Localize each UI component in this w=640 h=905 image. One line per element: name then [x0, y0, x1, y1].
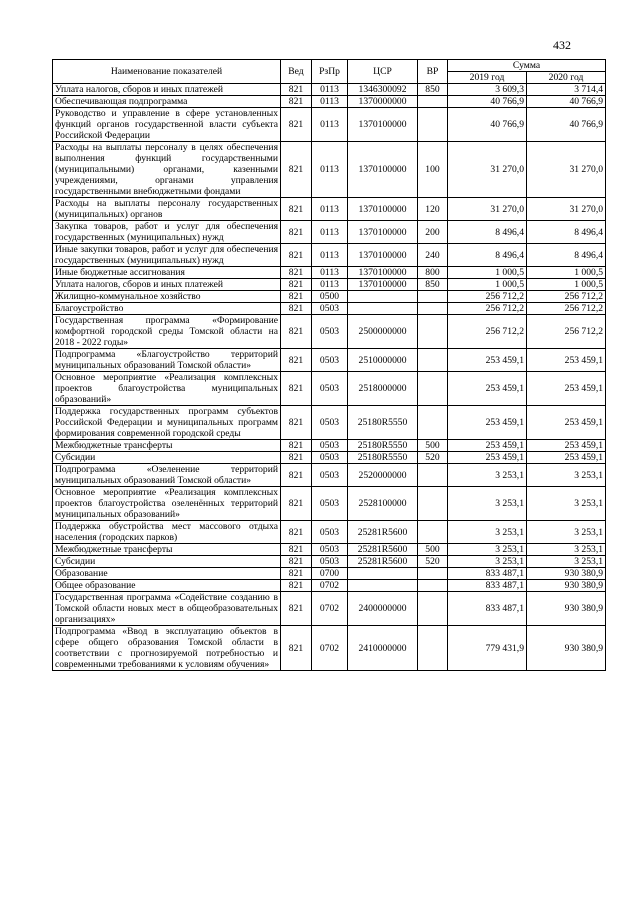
row-name: Поддержка обустройства мест массового отдыха населения (городских парков) [53, 521, 281, 544]
row-vr: 800 [418, 267, 448, 279]
row-ved: 821 [281, 592, 312, 626]
table-row [53, 108, 606, 142]
table-row [53, 580, 606, 592]
table-row [53, 198, 606, 221]
row-name: Подпрограмма «Благоустройство территорий муниципальных образований Томской области» [53, 349, 281, 372]
row-sum-2020: 8 496,4 [527, 221, 606, 244]
row-sum-2020: 256 712,2 [527, 315, 606, 349]
row-vr: 120 [418, 198, 448, 221]
row-rzpr: 0113 [312, 96, 348, 108]
row-name: Расходы на выплаты персоналу государственных (муниципальных) органов [53, 198, 281, 221]
row-name: Руководство и управление в сфере установленных функций органов государственной власти субъекта Российской Федерации [53, 108, 281, 142]
row-sum-2019: 1 000,5 [448, 267, 527, 279]
row-rzpr: 0113 [312, 267, 348, 279]
row-sum-2019: 253 459,1 [448, 372, 527, 406]
row-vr: 520 [418, 452, 448, 464]
row-csr: 2500000000 [348, 315, 418, 349]
row-csr: 25180R5550 [348, 452, 418, 464]
row-vr [418, 568, 448, 580]
row-vr [418, 291, 448, 303]
row-sum-2020: 253 459,1 [527, 406, 606, 440]
row-name: Закупка товаров, работ и услуг для обеспечения государственных (муниципальных) нужд [53, 221, 281, 244]
row-rzpr: 0503 [312, 372, 348, 406]
row-csr: 2520000000 [348, 464, 418, 487]
row-sum-2020: 253 459,1 [527, 440, 606, 452]
row-ved: 821 [281, 521, 312, 544]
header-year-2020: 2020 год [527, 72, 606, 84]
row-rzpr: 0113 [312, 279, 348, 291]
row-name: Поддержка государственных программ субъектов Российской Федерации и муниципальных программ формирования современной городской среды [53, 406, 281, 440]
row-vr [418, 96, 448, 108]
row-sum-2020: 256 712,2 [527, 303, 606, 315]
row-name: Расходы на выплаты персоналу в целях обеспечения выполнения функций государственными (муниципальными) органами, казенными учреждениями, органами управления государственными внебюджетными фондами [53, 142, 281, 198]
row-sum-2020: 8 496,4 [527, 244, 606, 267]
row-sum-2020: 3 714,4 [527, 84, 606, 96]
header-rzpr: РзПр [312, 60, 348, 84]
table-row [53, 556, 606, 568]
row-ved: 821 [281, 556, 312, 568]
row-rzpr: 0503 [312, 315, 348, 349]
row-sum-2019: 256 712,2 [448, 315, 527, 349]
row-sum-2019: 3 253,1 [448, 544, 527, 556]
row-rzpr: 0503 [312, 452, 348, 464]
row-rzpr: 0503 [312, 303, 348, 315]
table-row [53, 349, 606, 372]
row-vr [418, 626, 448, 671]
row-csr: 1370100000 [348, 267, 418, 279]
row-csr: 1370100000 [348, 198, 418, 221]
row-rzpr: 0113 [312, 108, 348, 142]
row-rzpr: 0113 [312, 221, 348, 244]
table-body [53, 84, 606, 671]
row-vr [418, 303, 448, 315]
row-rzpr: 0702 [312, 592, 348, 626]
header-name: Наименование показателей [53, 60, 281, 84]
table-row [53, 267, 606, 279]
row-sum-2019: 253 459,1 [448, 406, 527, 440]
row-vr [418, 406, 448, 440]
row-sum-2019: 779 431,9 [448, 626, 527, 671]
row-name: Общее образование [53, 580, 281, 592]
row-sum-2020: 3 253,1 [527, 544, 606, 556]
row-sum-2020: 3 253,1 [527, 521, 606, 544]
row-vr [418, 487, 448, 521]
table-row [53, 221, 606, 244]
row-ved: 821 [281, 198, 312, 221]
row-sum-2020: 40 766,9 [527, 96, 606, 108]
row-csr: 1370100000 [348, 279, 418, 291]
row-ved: 821 [281, 464, 312, 487]
table-row [53, 372, 606, 406]
row-name: Обеспечивающая подпрограмма [53, 96, 281, 108]
row-rzpr: 0702 [312, 580, 348, 592]
row-csr: 25281R5600 [348, 556, 418, 568]
table-row [53, 279, 606, 291]
table-row [53, 452, 606, 464]
table-row [53, 244, 606, 267]
row-name: Государственная программа «Формирование комфортной городской среды Томской области на 2018 - 2022 годы» [53, 315, 281, 349]
table-row [53, 544, 606, 556]
row-ved: 821 [281, 544, 312, 556]
row-sum-2020: 930 380,9 [527, 568, 606, 580]
row-sum-2019: 3 253,1 [448, 487, 527, 521]
row-csr: 2528100000 [348, 487, 418, 521]
row-csr: 1370100000 [348, 244, 418, 267]
row-csr: 1370100000 [348, 108, 418, 142]
row-rzpr: 0503 [312, 556, 348, 568]
row-csr: 25180R5550 [348, 440, 418, 452]
table-row [53, 96, 606, 108]
row-sum-2019: 253 459,1 [448, 440, 527, 452]
row-name: Государственная программа «Содействие созданию в Томской области новых мест в общеобразовательных организациях» [53, 592, 281, 626]
row-name: Субсидии [53, 452, 281, 464]
row-rzpr: 0113 [312, 244, 348, 267]
row-sum-2019: 3 253,1 [448, 521, 527, 544]
row-sum-2019: 833 487,1 [448, 580, 527, 592]
row-csr: 2410000000 [348, 626, 418, 671]
row-csr [348, 303, 418, 315]
row-sum-2020: 1 000,5 [527, 267, 606, 279]
row-sum-2020: 31 270,0 [527, 198, 606, 221]
row-vr: 500 [418, 440, 448, 452]
row-ved: 821 [281, 487, 312, 521]
header-ved: Вед [281, 60, 312, 84]
row-name: Иные бюджетные ассигнования [53, 267, 281, 279]
row-ved: 821 [281, 84, 312, 96]
row-sum-2020: 930 380,9 [527, 626, 606, 671]
row-sum-2019: 8 496,4 [448, 221, 527, 244]
table-row [53, 84, 606, 96]
row-ved: 821 [281, 244, 312, 267]
row-name: Благоустройство [53, 303, 281, 315]
row-ved: 821 [281, 315, 312, 349]
table-row [53, 568, 606, 580]
row-name: Подпрограмма «Озеленение территорий муниципальных образований Томской области» [53, 464, 281, 487]
budget-table [52, 59, 606, 671]
row-csr [348, 568, 418, 580]
header-year-2019: 2019 год [448, 72, 527, 84]
row-ved: 821 [281, 406, 312, 440]
row-vr: 240 [418, 244, 448, 267]
row-vr: 500 [418, 544, 448, 556]
row-sum-2020: 253 459,1 [527, 372, 606, 406]
row-sum-2019: 8 496,4 [448, 244, 527, 267]
row-csr: 1370100000 [348, 142, 418, 198]
row-csr [348, 291, 418, 303]
row-sum-2019: 31 270,0 [448, 142, 527, 198]
row-ved: 821 [281, 142, 312, 198]
table-row [53, 487, 606, 521]
row-sum-2019: 253 459,1 [448, 349, 527, 372]
row-sum-2019: 833 487,1 [448, 592, 527, 626]
row-rzpr: 0503 [312, 440, 348, 452]
table-row [53, 626, 606, 671]
row-sum-2019: 1 000,5 [448, 279, 527, 291]
table-row [53, 464, 606, 487]
header-csr: ЦСР [348, 60, 418, 84]
row-ved: 821 [281, 372, 312, 406]
table-row [53, 440, 606, 452]
row-rzpr: 0503 [312, 349, 348, 372]
row-csr: 1370000000 [348, 96, 418, 108]
row-name: Межбюджетные трансферты [53, 440, 281, 452]
table-row [53, 406, 606, 440]
row-ved: 821 [281, 568, 312, 580]
row-vr [418, 464, 448, 487]
row-rzpr: 0113 [312, 84, 348, 96]
row-rzpr: 0113 [312, 198, 348, 221]
row-rzpr: 0702 [312, 626, 348, 671]
row-name: Уплата налогов, сборов и иных платежей [53, 84, 281, 96]
row-name: Основное мероприятие «Реализация комплексных проектов благоустройства озеленённых территорий муниципальных образований» [53, 487, 281, 521]
row-rzpr: 0113 [312, 142, 348, 198]
row-name: Субсидии [53, 556, 281, 568]
row-ved: 821 [281, 440, 312, 452]
row-ved: 821 [281, 303, 312, 315]
row-sum-2019: 253 459,1 [448, 452, 527, 464]
row-vr [418, 108, 448, 142]
row-sum-2019: 40 766,9 [448, 108, 527, 142]
table-row [53, 142, 606, 198]
row-csr: 25281R5600 [348, 544, 418, 556]
row-csr: 1370100000 [348, 221, 418, 244]
row-ved: 821 [281, 626, 312, 671]
row-sum-2020: 31 270,0 [527, 142, 606, 198]
row-vr: 850 [418, 84, 448, 96]
row-sum-2020: 930 380,9 [527, 592, 606, 626]
row-sum-2020: 253 459,1 [527, 452, 606, 464]
row-name: Межбюджетные трансферты [53, 544, 281, 556]
row-sum-2019: 3 253,1 [448, 464, 527, 487]
table-row [53, 592, 606, 626]
row-rzpr: 0500 [312, 291, 348, 303]
row-csr: 25180R5550 [348, 406, 418, 440]
row-sum-2019: 3 609,3 [448, 84, 527, 96]
row-sum-2020: 3 253,1 [527, 464, 606, 487]
table-row [53, 315, 606, 349]
row-vr: 850 [418, 279, 448, 291]
row-csr: 1346300092 [348, 84, 418, 96]
row-vr [418, 521, 448, 544]
row-vr [418, 372, 448, 406]
row-sum-2020: 40 766,9 [527, 108, 606, 142]
table-row [53, 303, 606, 315]
page-number: 432 [553, 38, 571, 52]
row-sum-2020: 3 253,1 [527, 556, 606, 568]
row-rzpr: 0503 [312, 544, 348, 556]
row-name: Образование [53, 568, 281, 580]
row-sum-2019: 31 270,0 [448, 198, 527, 221]
row-sum-2020: 1 000,5 [527, 279, 606, 291]
row-csr: 2510000000 [348, 349, 418, 372]
row-ved: 821 [281, 291, 312, 303]
row-sum-2020: 930 380,9 [527, 580, 606, 592]
row-vr: 200 [418, 221, 448, 244]
row-csr: 25281R5600 [348, 521, 418, 544]
row-rzpr: 0503 [312, 521, 348, 544]
table-header [53, 60, 606, 84]
row-vr [418, 349, 448, 372]
row-ved: 821 [281, 267, 312, 279]
row-vr [418, 580, 448, 592]
row-rzpr: 0503 [312, 487, 348, 521]
header-sum: Сумма [448, 60, 606, 72]
row-sum-2020: 3 253,1 [527, 487, 606, 521]
row-ved: 821 [281, 221, 312, 244]
row-sum-2019: 3 253,1 [448, 556, 527, 568]
row-rzpr: 0700 [312, 568, 348, 580]
row-ved: 821 [281, 349, 312, 372]
row-name: Иные закупки товаров, работ и услуг для обеспечения государственных (муниципальных) нужд [53, 244, 281, 267]
row-name: Основное мероприятие «Реализация комплексных проектов благоустройства муниципальных образований» [53, 372, 281, 406]
row-name: Подпрограмма «Ввод в эксплуатацию объектов в сфере общего образования Томской области в соответствии с прогнозируемой потребностью и современными требованиями к условиям обучения» [53, 626, 281, 671]
row-ved: 821 [281, 96, 312, 108]
table-row [53, 521, 606, 544]
row-vr [418, 315, 448, 349]
row-sum-2019: 256 712,2 [448, 291, 527, 303]
table-row [53, 291, 606, 303]
row-sum-2019: 256 712,2 [448, 303, 527, 315]
row-sum-2019: 40 766,9 [448, 96, 527, 108]
row-ved: 821 [281, 452, 312, 464]
row-ved: 821 [281, 108, 312, 142]
row-csr: 2400000000 [348, 592, 418, 626]
row-csr: 2518000000 [348, 372, 418, 406]
row-sum-2019: 833 487,1 [448, 568, 527, 580]
row-ved: 821 [281, 580, 312, 592]
row-name: Уплата налогов, сборов и иных платежей [53, 279, 281, 291]
row-vr [418, 592, 448, 626]
row-csr [348, 580, 418, 592]
row-vr: 520 [418, 556, 448, 568]
row-rzpr: 0503 [312, 406, 348, 440]
row-rzpr: 0503 [312, 464, 348, 487]
header-vr: ВР [418, 60, 448, 84]
row-vr: 100 [418, 142, 448, 198]
row-sum-2020: 253 459,1 [527, 349, 606, 372]
row-sum-2020: 256 712,2 [527, 291, 606, 303]
row-name: Жилищно-коммунальное хозяйство [53, 291, 281, 303]
row-ved: 821 [281, 279, 312, 291]
